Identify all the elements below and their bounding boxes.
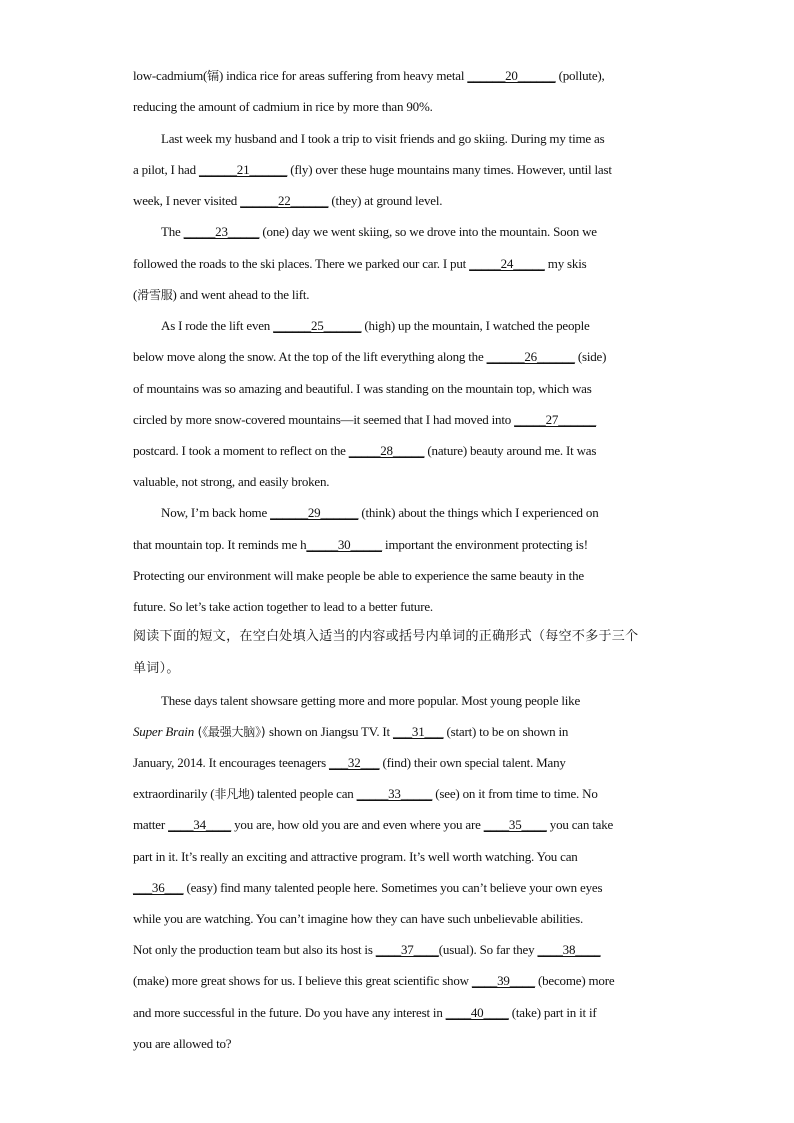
text-line: ___36___ (easy) find many talented people here. Sometimes you can’t believe your own eyes xyxy=(133,880,603,895)
blank-34[interactable]: ____34____ xyxy=(168,817,232,832)
blank-21[interactable]: ______21______ xyxy=(198,162,288,177)
text-line: while you are watching. You can’t imagine how they can have such unbelievable abilities. xyxy=(133,911,584,926)
blank-38[interactable]: ____38____ xyxy=(537,942,601,957)
text-line: postcard. I took a moment to reflect on the _____28_____ (nature) beauty around me. It was xyxy=(133,443,597,458)
text-line: Protecting our environment will make people be able to experience the same beauty in the xyxy=(133,568,584,583)
text-line: circled by more snow-covered mountains—it seemed that I had moved into _____27______ xyxy=(133,412,597,427)
blank-20[interactable]: ______20______ xyxy=(467,68,556,83)
blank-36[interactable]: ___36___ xyxy=(133,880,184,895)
text-line: As I rode the lift even ______25______ (high) up the mountain, I watched the people xyxy=(161,318,590,333)
text-line: (滑雪服) and went ahead to the lift. xyxy=(133,287,310,302)
blank-37[interactable]: ____37____ xyxy=(375,942,439,957)
text-line: future. So let’s take action together to lead to a better future. xyxy=(133,599,433,614)
blank-39[interactable]: ____39____ xyxy=(471,973,535,988)
text-line: followed the roads to the ski places. There we parked our car. I put _____24_____ my skis xyxy=(133,256,587,271)
blank-28[interactable]: _____28_____ xyxy=(348,443,425,458)
blank-31[interactable]: ___31___ xyxy=(393,724,444,739)
blank-33[interactable]: _____33_____ xyxy=(356,786,433,801)
blank-32[interactable]: ___32___ xyxy=(329,755,380,770)
blank-35[interactable]: ____35____ xyxy=(483,817,547,832)
text-line: part in it. It’s really an exciting and attractive program. It’s well worth watching. You can xyxy=(133,849,578,864)
text-line: valuable, not strong, and easily broken. xyxy=(133,474,330,489)
text-line: of mountains was so amazing and beautiful. I was standing on the mountain top, which was xyxy=(133,381,592,396)
text-line: that mountain top. It reminds me h_____30_____ important the environment protecting is! xyxy=(133,537,588,552)
blank-29[interactable]: ______29______ xyxy=(270,505,359,520)
text-line: These days talent showsare getting more and more popular. Most young people like xyxy=(161,693,581,708)
blank-26[interactable]: ______26______ xyxy=(486,349,575,364)
instruction-text: 阅读下面的短文，在空白处填入适当的内容或括号内单词的正确形式（每空不多于三个 xyxy=(133,629,639,644)
blank-27[interactable]: _____27______ xyxy=(514,412,597,427)
blank-40[interactable]: ____40____ xyxy=(445,1005,509,1020)
text-line: Super Brain (《最强大脑》) shown on Jiangsu TV. It ___31___ (start) to be on shown in xyxy=(133,724,569,739)
text-line: below move along the snow. At the top of the lift everything along the ______26______ (side) xyxy=(133,349,607,364)
text-line: January, 2014. It encourages teenagers ___32___ (find) their own special talent. Many xyxy=(133,755,566,770)
blank-24[interactable]: _____24_____ xyxy=(469,256,545,271)
text-line: Not only the production team but also its host is ____37____(usual). So far they ____38____ xyxy=(133,942,601,957)
blank-25[interactable]: ______25______ xyxy=(273,318,362,333)
blank-23[interactable]: _____23_____ xyxy=(183,224,260,239)
text-line: and more successful in the future. Do you have any interest in ____40____ (take) part in it if xyxy=(133,1005,597,1020)
text-line: week, I never visited ______22______ (they) at ground level. xyxy=(133,193,443,208)
blank-22[interactable]: ______22______ xyxy=(240,193,329,208)
text-line: Now, I’m back home ______29______ (think) about the things which I experienced on xyxy=(161,505,599,520)
text-line: (make) more great shows for us. I believe this great scientific show ____39____ (become) more xyxy=(133,973,615,988)
text-line: The _____23_____ (one) day we went skiing, so we drove into the mountain. Soon we xyxy=(161,224,597,239)
text-line: reducing the amount of cadmium in rice by more than 90%. xyxy=(133,99,433,114)
text-line: matter ____34____ you are, how old you are and even where you are ____35____ you can take xyxy=(133,817,614,832)
text-line: Last week my husband and I took a trip to visit friends and go skiing. During my time as xyxy=(161,131,605,146)
text-line: a pilot, I had ______21______ (fly) over these huge mountains many times. However, until last xyxy=(133,162,612,177)
blank-30[interactable]: _____30_____ xyxy=(306,537,382,552)
instruction-text: 单词）。 xyxy=(133,661,180,676)
text-line: you are allowed to? xyxy=(133,1036,232,1051)
text-line: extraordinarily (非凡地) talented people can _____33_____ (see) on it from time to time. No xyxy=(133,786,598,801)
text-line: low-cadmium(镉) indica rice for areas suffering from heavy metal ______20______ (pollute), xyxy=(133,68,605,83)
